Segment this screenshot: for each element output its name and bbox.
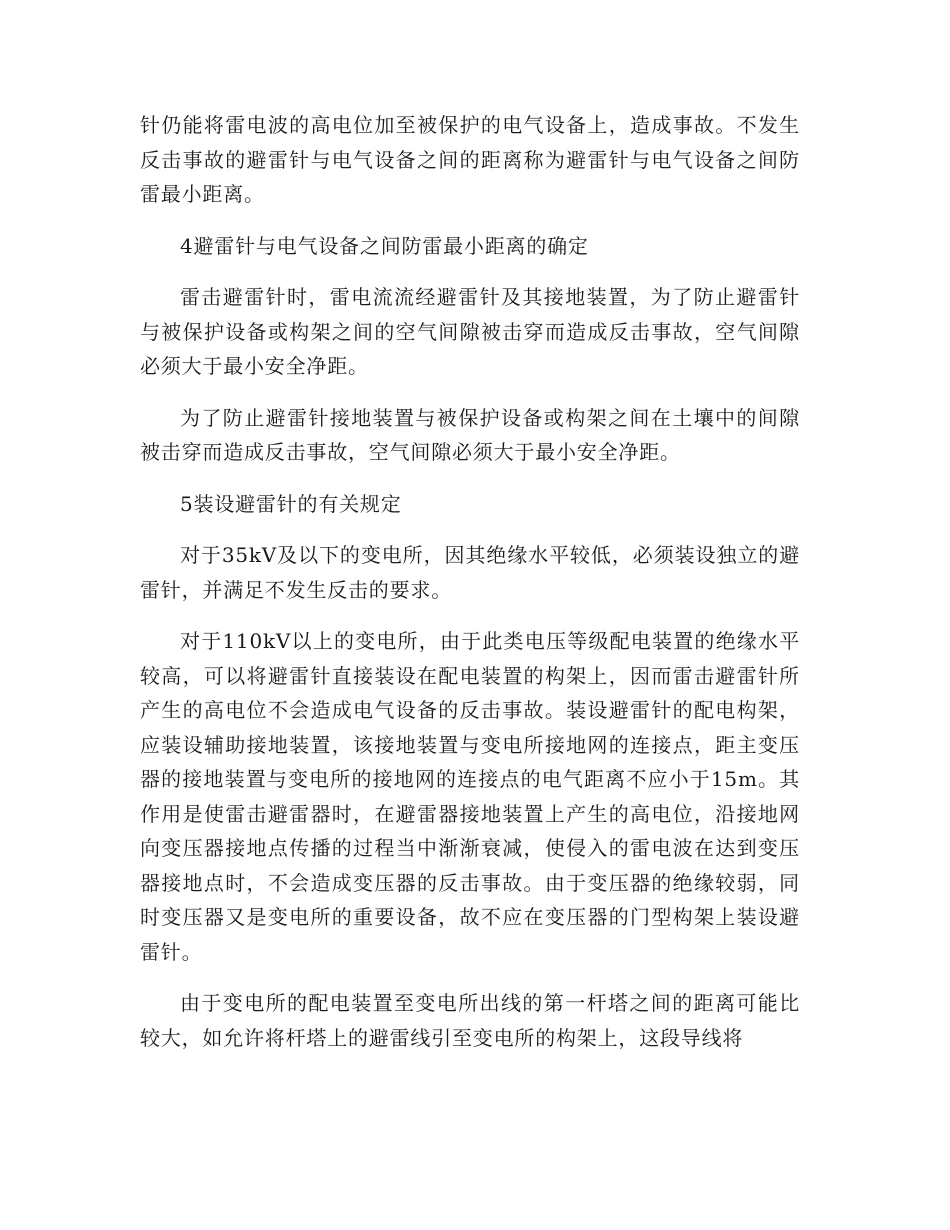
paragraph-6: 由于变电所的配电装置至变电所出线的第一杆塔之间的距离可能比较大，如允许将杆塔上的避雷线引至变电所的构架上，这段导线将 xyxy=(140,991,800,1050)
paragraph-5: 对于110kV以上的变电所，由于此类电压等级配电装置的绝缘水平较高，可以将避雷针直接装设在配电装置的构架上，因而雷击避雷针所产生的高电位不会造成电气设备的反击事故。装设避雷针的配电构架，应装设辅助接地装置，该接地装置与变电所接地网的连接点，距主变压器的接地装置与变电所的接地网的连接点的电气距离不应小于15m。其作用是使雷击避雷器时，在避雷器接地装置上产生的高电位，沿接地网向变压器接地点传播的过程当中渐渐衰减，使侵入的雷电波在达到变压器接地点时，不会造成变压器的反击事故。由于变压器的绝缘较弱，同时变压器又是变电所的重要设备，故不应在变压器的门型构架上装设避雷针。 xyxy=(140,629,800,964)
paragraph-1: 针仍能将雷电波的高电位加至被保护的电气设备上，造成事故。不发生反击事故的避雷针与电气设备之间的距离称为避雷针与电气设备之间防雷最小距离。 xyxy=(140,113,800,206)
paragraph-2: 雷击避雷针时，雷电流流经避雷针及其接地装置，为了防止避雷针与被保护设备或构架之间的空气间隙被击穿而造成反击事故，空气间隙必须大于最小安全净距。 xyxy=(140,285,800,378)
document-page xyxy=(140,108,800,1072)
section-heading-5: 5装设避雷针的有关规定 xyxy=(180,491,402,516)
paragraph-3: 为了防止避雷针接地装置与被保护设备或构架之间在土壤中的间隙被击穿而造成反击事故，空气间隙必须大于最小安全净距。 xyxy=(140,405,800,464)
section-heading-4: 4避雷针与电气设备之间防雷最小距离的确定 xyxy=(180,233,589,258)
paragraph-4: 对于35kV及以下的变电所，因其绝缘水平较低，必须装设独立的避雷针，并满足不发生反击的要求。 xyxy=(140,543,800,602)
